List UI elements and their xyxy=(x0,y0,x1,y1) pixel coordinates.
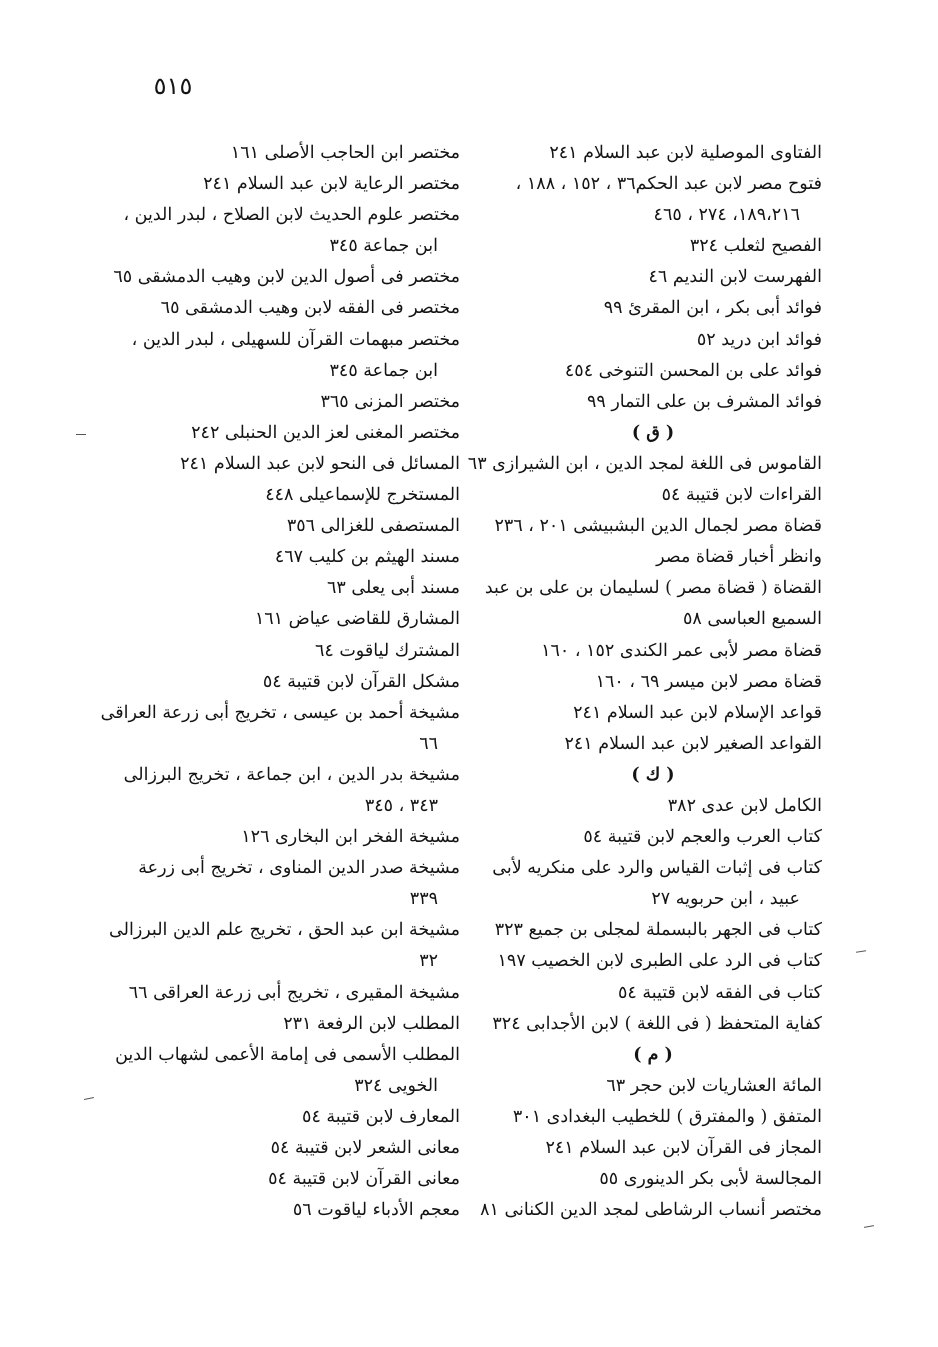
index-entry: ٣٢ xyxy=(419,951,438,972)
margin-mark xyxy=(856,950,866,952)
index-entry: ١٨٩،٢١٦، ٢٧٤ ، ٤٦٥ xyxy=(653,205,800,226)
index-entry: معجم الأدباء لياقوت ٥٦ xyxy=(292,1200,460,1221)
index-entry: مشيخة الفخر ابن البخارى ١٢٦ xyxy=(241,827,460,848)
margin-mark xyxy=(76,434,86,435)
index-entry: المشترك لياقوت ٦٤ xyxy=(314,640,460,661)
index-entry: قواعد الإسلام لابن عبد السلام ٢٤١ xyxy=(573,702,822,723)
section-letter-heading: ( ك ) xyxy=(631,764,675,785)
index-entry: مسند الهيثم بن كليب ٤٦٧ xyxy=(274,547,460,568)
index-entry: مشكل القرآن لابن قتيبة ٥٤ xyxy=(262,671,460,692)
index-entry: عبيد ، ابن حربويه ٢٧ xyxy=(651,889,800,910)
index-entry: كتاب فى الرد على الطبرى لابن الخصيب ١٩٧ xyxy=(497,951,822,972)
index-entry: مشيخة أحمد بن عيسى ، تخريج أبى زرعة العراقى xyxy=(100,702,460,723)
index-entry: الفتاوى الموصلية لابن عبد السلام ٢٤١ xyxy=(549,143,822,163)
index-entry: ابن جماعة ٣٤٥ xyxy=(329,236,438,257)
index-entry: القراءات لابن قتيبة ٥٤ xyxy=(661,485,822,506)
index-entry: فوائد المشرف بن على التمار ٩٩ xyxy=(586,391,822,412)
index-entry: المعارف لابن قتيبة ٥٤ xyxy=(302,1106,460,1127)
index-column-right xyxy=(467,138,822,1226)
index-entry: فوائد أبى بكر ، ابن المقرئ ٩٩ xyxy=(603,298,822,319)
index-entry: المستخرج للإسماعيلى ٤٤٨ xyxy=(265,485,460,506)
index-entry: الخويى ٣٢٤ xyxy=(354,1075,438,1096)
index-entry: المجالسة لأبى بكر الدينورى ٥٥ xyxy=(599,1169,822,1190)
index-entry: ٣٣٩ xyxy=(409,889,438,910)
index-entry: قضاة مصر لابن ميسر ٦٩ ، ١٦٠ xyxy=(595,671,822,692)
index-entry: القواعد الصغير لابن عبد السلام ٢٤١ xyxy=(564,733,822,754)
index-entry: المجاز فى القرآن لابن عبد السلام ٢٤١ xyxy=(545,1138,822,1158)
index-column-left xyxy=(100,138,460,1226)
index-entry: مشيخة بدر الدين ، ابن جماعة ، تخريج البرزالى xyxy=(123,764,460,785)
index-entry: ٦٦ xyxy=(419,733,438,754)
index-entry: مختصر المزنى ٣٦٥ xyxy=(320,391,460,412)
index-entry: مختصر فى أصول الدين لابن وهيب الدمشقى ٦٥ xyxy=(113,267,460,288)
index-entry: مختصر علوم الحديث لابن الصلاح ، لبدر الدين ، xyxy=(123,205,460,226)
index-entry: مختصر الرعاية لابن عبد السلام ٢٤١ xyxy=(203,174,460,195)
index-entry: كتاب فى إثبات القياس والرد على منكريه لأبى xyxy=(492,858,822,879)
index-entry: ابن جماعة ٣٤٥ xyxy=(329,360,438,381)
index-entry: كتاب العرب والعجم لابن قتيبة ٥٤ xyxy=(583,827,822,848)
index-entry: مختصر أنساب الرشاطى لمجد الدين الكنانى ٨١ xyxy=(480,1200,822,1221)
index-entry: كفاية المتحفظ ( فى اللغة ) لابن الأجدابى ٣٢٤ xyxy=(492,1013,822,1034)
section-letter-heading: ( م ) xyxy=(633,1044,673,1065)
index-entry: مختصر المغنى لعز الدين الحنبلى ٢٤٢ xyxy=(191,422,460,443)
index-entry: المستصفى للغزالى ٣٥٦ xyxy=(286,516,460,537)
index-entry: السميع العباسى ٥٨ xyxy=(683,609,822,630)
index-entry: مختصر فى الفقه لابن وهيب الدمشقى ٦٥ xyxy=(160,298,460,319)
index-entry: كتاب فى الجهر بالبسملة لمجلى بن جميع ٣٢٣ xyxy=(494,920,822,941)
index-entry: مشيخة ابن عبد الحق ، تخريج علم الدين البرزالى xyxy=(109,920,460,941)
index-entry: مختصر مبهمات القرآن للسهيلى ، لبدر الدين ، xyxy=(131,329,460,350)
index-entry: المشارق للقاضى عياض ١٦١ xyxy=(254,609,460,630)
index-entry: الكامل لابن عدى ٣٨٢ xyxy=(667,795,822,816)
index-entry: معانى الشعر لابن قتيبة ٥٤ xyxy=(270,1138,460,1158)
index-entry: فوائد على بن المحسن التنوخى ٤٥٤ xyxy=(564,360,822,381)
index-entry: المسائل فى النحو لابن عبد السلام ٢٤١ xyxy=(180,453,460,474)
index-entry: معانى القرآن لابن قتيبة ٥٤ xyxy=(268,1169,460,1190)
index-entry: القضاة ( قضاة مصر ) لسليمان بن على بن عبد xyxy=(484,578,822,599)
index-entry: الفصيح لثعلب ٣٢٤ xyxy=(689,236,822,257)
margin-mark xyxy=(864,1225,874,1228)
margin-mark xyxy=(84,1097,94,1100)
index-entry: مسند أبى يعلى ٦٣ xyxy=(327,578,460,599)
index-entry: القاموس فى اللغة لمجد الدين ، ابن الشيرازى ٦٣ xyxy=(467,453,822,474)
index-entry: قضاة مصر لأبى عمر الكندى ١٥٢ ، ١٦٠ xyxy=(541,640,822,661)
index-entry: المطلب لابن الرفعة ٢٣١ xyxy=(283,1013,460,1034)
page-number: ٥١٥ xyxy=(153,72,193,100)
index-entry: فوائد ابن دريد ٥٢ xyxy=(696,329,822,350)
index-entry: الفهرست لابن النديم ٤٦ xyxy=(648,267,822,288)
index-entry: كتاب فى الفقه لابن قتيبة ٥٤ xyxy=(617,982,822,1003)
section-letter-heading: ( ق ) xyxy=(631,422,675,443)
index-entry: وانظر أخبار قضاة مصر xyxy=(656,547,822,568)
index-entry: مختصر ابن الحاجب الأصلى ١٦١ xyxy=(230,143,460,163)
index-entry: فتوح مصر لابن عبد الحكم٣٦ ، ١٥٢ ، ١٨٨ ، xyxy=(515,174,822,195)
index-entry: مشيخة المقيرى ، تخريج أبى زرعة العراقى ٦٦ xyxy=(128,982,460,1003)
index-entry: المائة العشاريات لابن حجر ٦٣ xyxy=(606,1075,822,1096)
index-entry: مشيخة صدر الدين المناوى ، تخريج أبى زرعة xyxy=(138,858,460,879)
index-entry: قضاة مصر لجمال الدين البشبيشى ٢٠١ ، ٢٣٦ xyxy=(494,516,822,537)
index-entry: المطلب الأسمى فى إمامة الأعمى لشهاب الدين xyxy=(115,1044,460,1065)
index-entry: المتفق ( والمفترق ) للخطيب البغدادى ٣٠١ xyxy=(512,1106,822,1127)
index-entry: ٣٤٣ ، ٣٤٥ xyxy=(364,795,438,816)
